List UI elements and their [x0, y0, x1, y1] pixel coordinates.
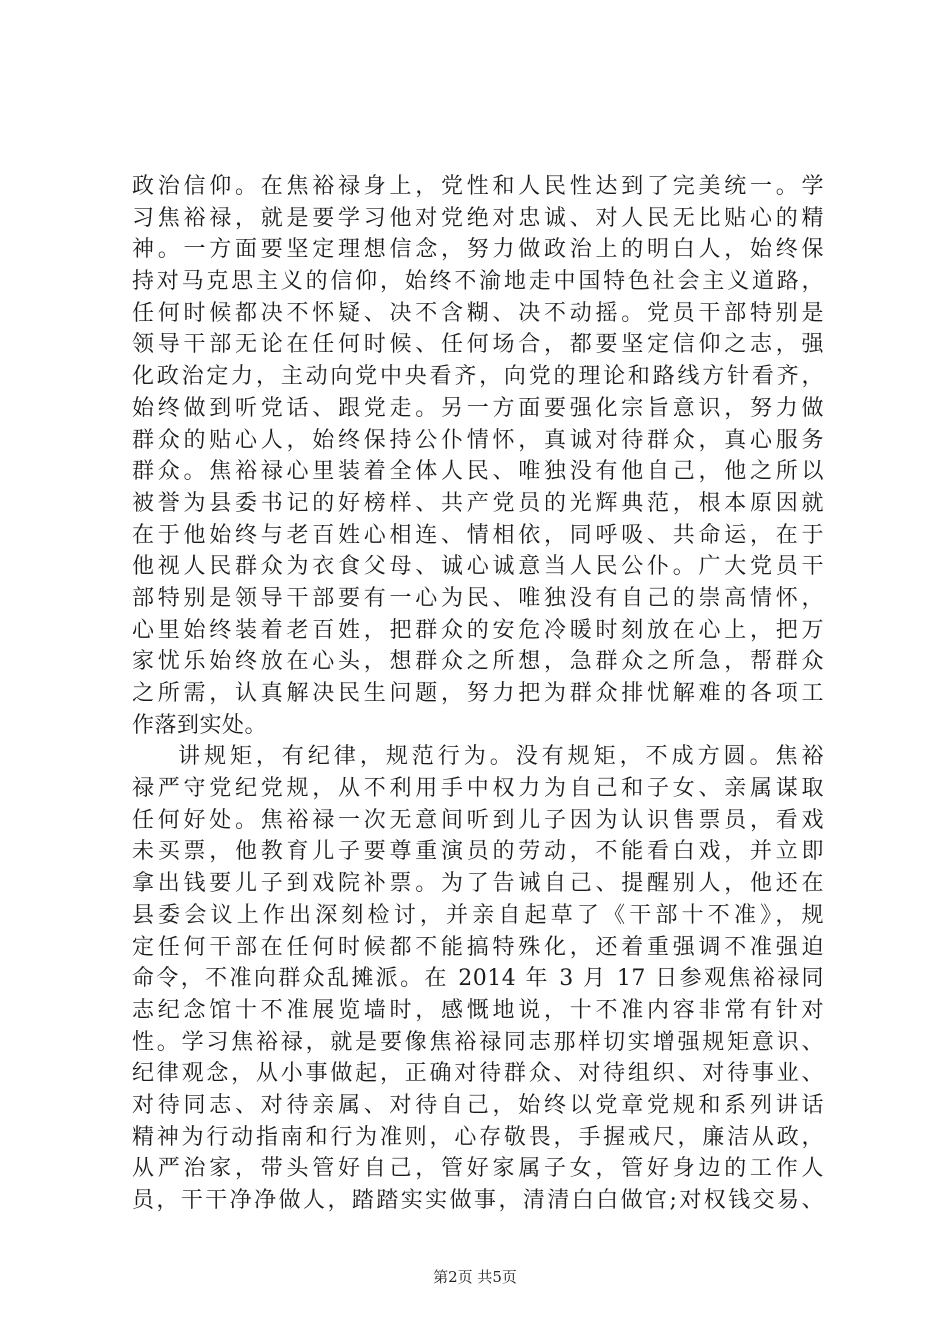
- text-line: 群众。焦裕禄心里装着全体人民、唯独没有他自己，他之所以: [132, 459, 824, 485]
- text-line: 性。学习焦裕禄，就是要像焦裕禄同志那样切实增强规矩意识、: [132, 1029, 824, 1055]
- text-line: 神。一方面要坚定理想信念，努力做政治上的明白人，始终保: [132, 237, 824, 263]
- text-line: 纪律观念，从小事做起，正确对待群众、对待组织、对待事业、: [132, 1061, 824, 1087]
- body-text: [132, 171, 824, 1217]
- text-line: 习焦裕禄，就是要学习他对党绝对忠诚、对人民无比贴心的精: [132, 205, 824, 231]
- text-line: 在于他始终与老百姓心相连、情相依，同呼吸、共命运，在于: [132, 522, 824, 548]
- text-line: 家忧乐始终放在心头，想群众之所想，急群众之所急，帮群众: [132, 649, 824, 675]
- text-line: 部特别是领导干部要有一心为民、唯独没有自己的崇高情怀，: [132, 585, 824, 611]
- text-line: 县委会议上作出深刻检讨，并亲自起草了《干部十不准》，规: [132, 902, 824, 928]
- text-line: 定任何干部在任何时候都不能搞特殊化，还着重强调不准强迫: [132, 934, 824, 960]
- text-line: 领导干部无论在任何时候、任何场合，都要坚定信仰之志，强: [132, 332, 824, 358]
- text-line: 志纪念馆十不准展览墙时，感慨地说，十不准内容非常有针对: [132, 997, 824, 1023]
- text-line: 任何时候都决不怀疑、决不含糊、决不动摇。党员干部特别是: [132, 300, 824, 326]
- text-line: 之所需，认真解决民生问题，努力把为群众排忧解难的各项工: [132, 681, 824, 706]
- text-line: 禄严守党纪党规，从不利用手中权力为自己和子女、亲属谋取: [132, 776, 824, 802]
- text-line: 群众的贴心人，始终保持公仆情怀，真诚对待群众，真心服务: [132, 427, 824, 453]
- text-line: 他视人民群众为衣食父母、诚心诚意当人民公仆。广大党员干: [132, 554, 824, 580]
- text-line: 命令，不准向群众乱摊派。在 2014 年 3 月 17 日参观焦裕禄同: [132, 966, 824, 992]
- text-line: 未买票，他教育儿子要尊重演员的劳动，不能看白戏，并立即: [132, 839, 824, 865]
- text-line: 员，干干净净做人，踏踏实实做事，清清白白做官;对权钱交易、: [132, 1188, 824, 1213]
- text-line: 政治信仰。在焦裕禄身上，党性和人民性达到了完美统一。学: [132, 174, 824, 199]
- text-line: 化政治定力，主动向党中央看齐，向党的理论和路线方针看齐，: [132, 364, 824, 390]
- text-line: 被誉为县委书记的好榜样、共产党员的光辉典范，根本原因就: [132, 490, 824, 516]
- text-line: 从严治家，带头管好自己，管好家属子女，管好身边的工作人: [132, 1156, 824, 1182]
- text-line: 持对马克思主义的信仰，始终不渝地走中国特色社会主义道路，: [132, 269, 824, 295]
- text-line: 精神为行动指南和行为准则，心存敬畏，手握戒尺，廉洁从政，: [132, 1124, 824, 1150]
- text-line: 拿出钱要儿子到戏院补票。为了告诫自己、提醒别人，他还在: [132, 871, 824, 897]
- text-line: 始终做到听党话、跟党走。另一方面要强化宗旨意识，努力做: [132, 395, 824, 421]
- text-line: 任何好处。焦裕禄一次无意间听到儿子因为认识售票员，看戏: [132, 807, 824, 833]
- text-line: 作落到实处。: [132, 712, 268, 738]
- text-line: 对待同志、对待亲属、对待自己，始终以党章党规和系列讲话: [132, 1092, 824, 1118]
- paragraph-start-line: 讲规矩，有纪律，规范行为。没有规矩，不成方圆。焦裕: [178, 744, 824, 770]
- page-number-footer: 第2页 共5页: [433, 1268, 517, 1286]
- text-line: 心里始终装着老百姓，把群众的安危冷暖时刻放在心上，把万: [132, 617, 824, 643]
